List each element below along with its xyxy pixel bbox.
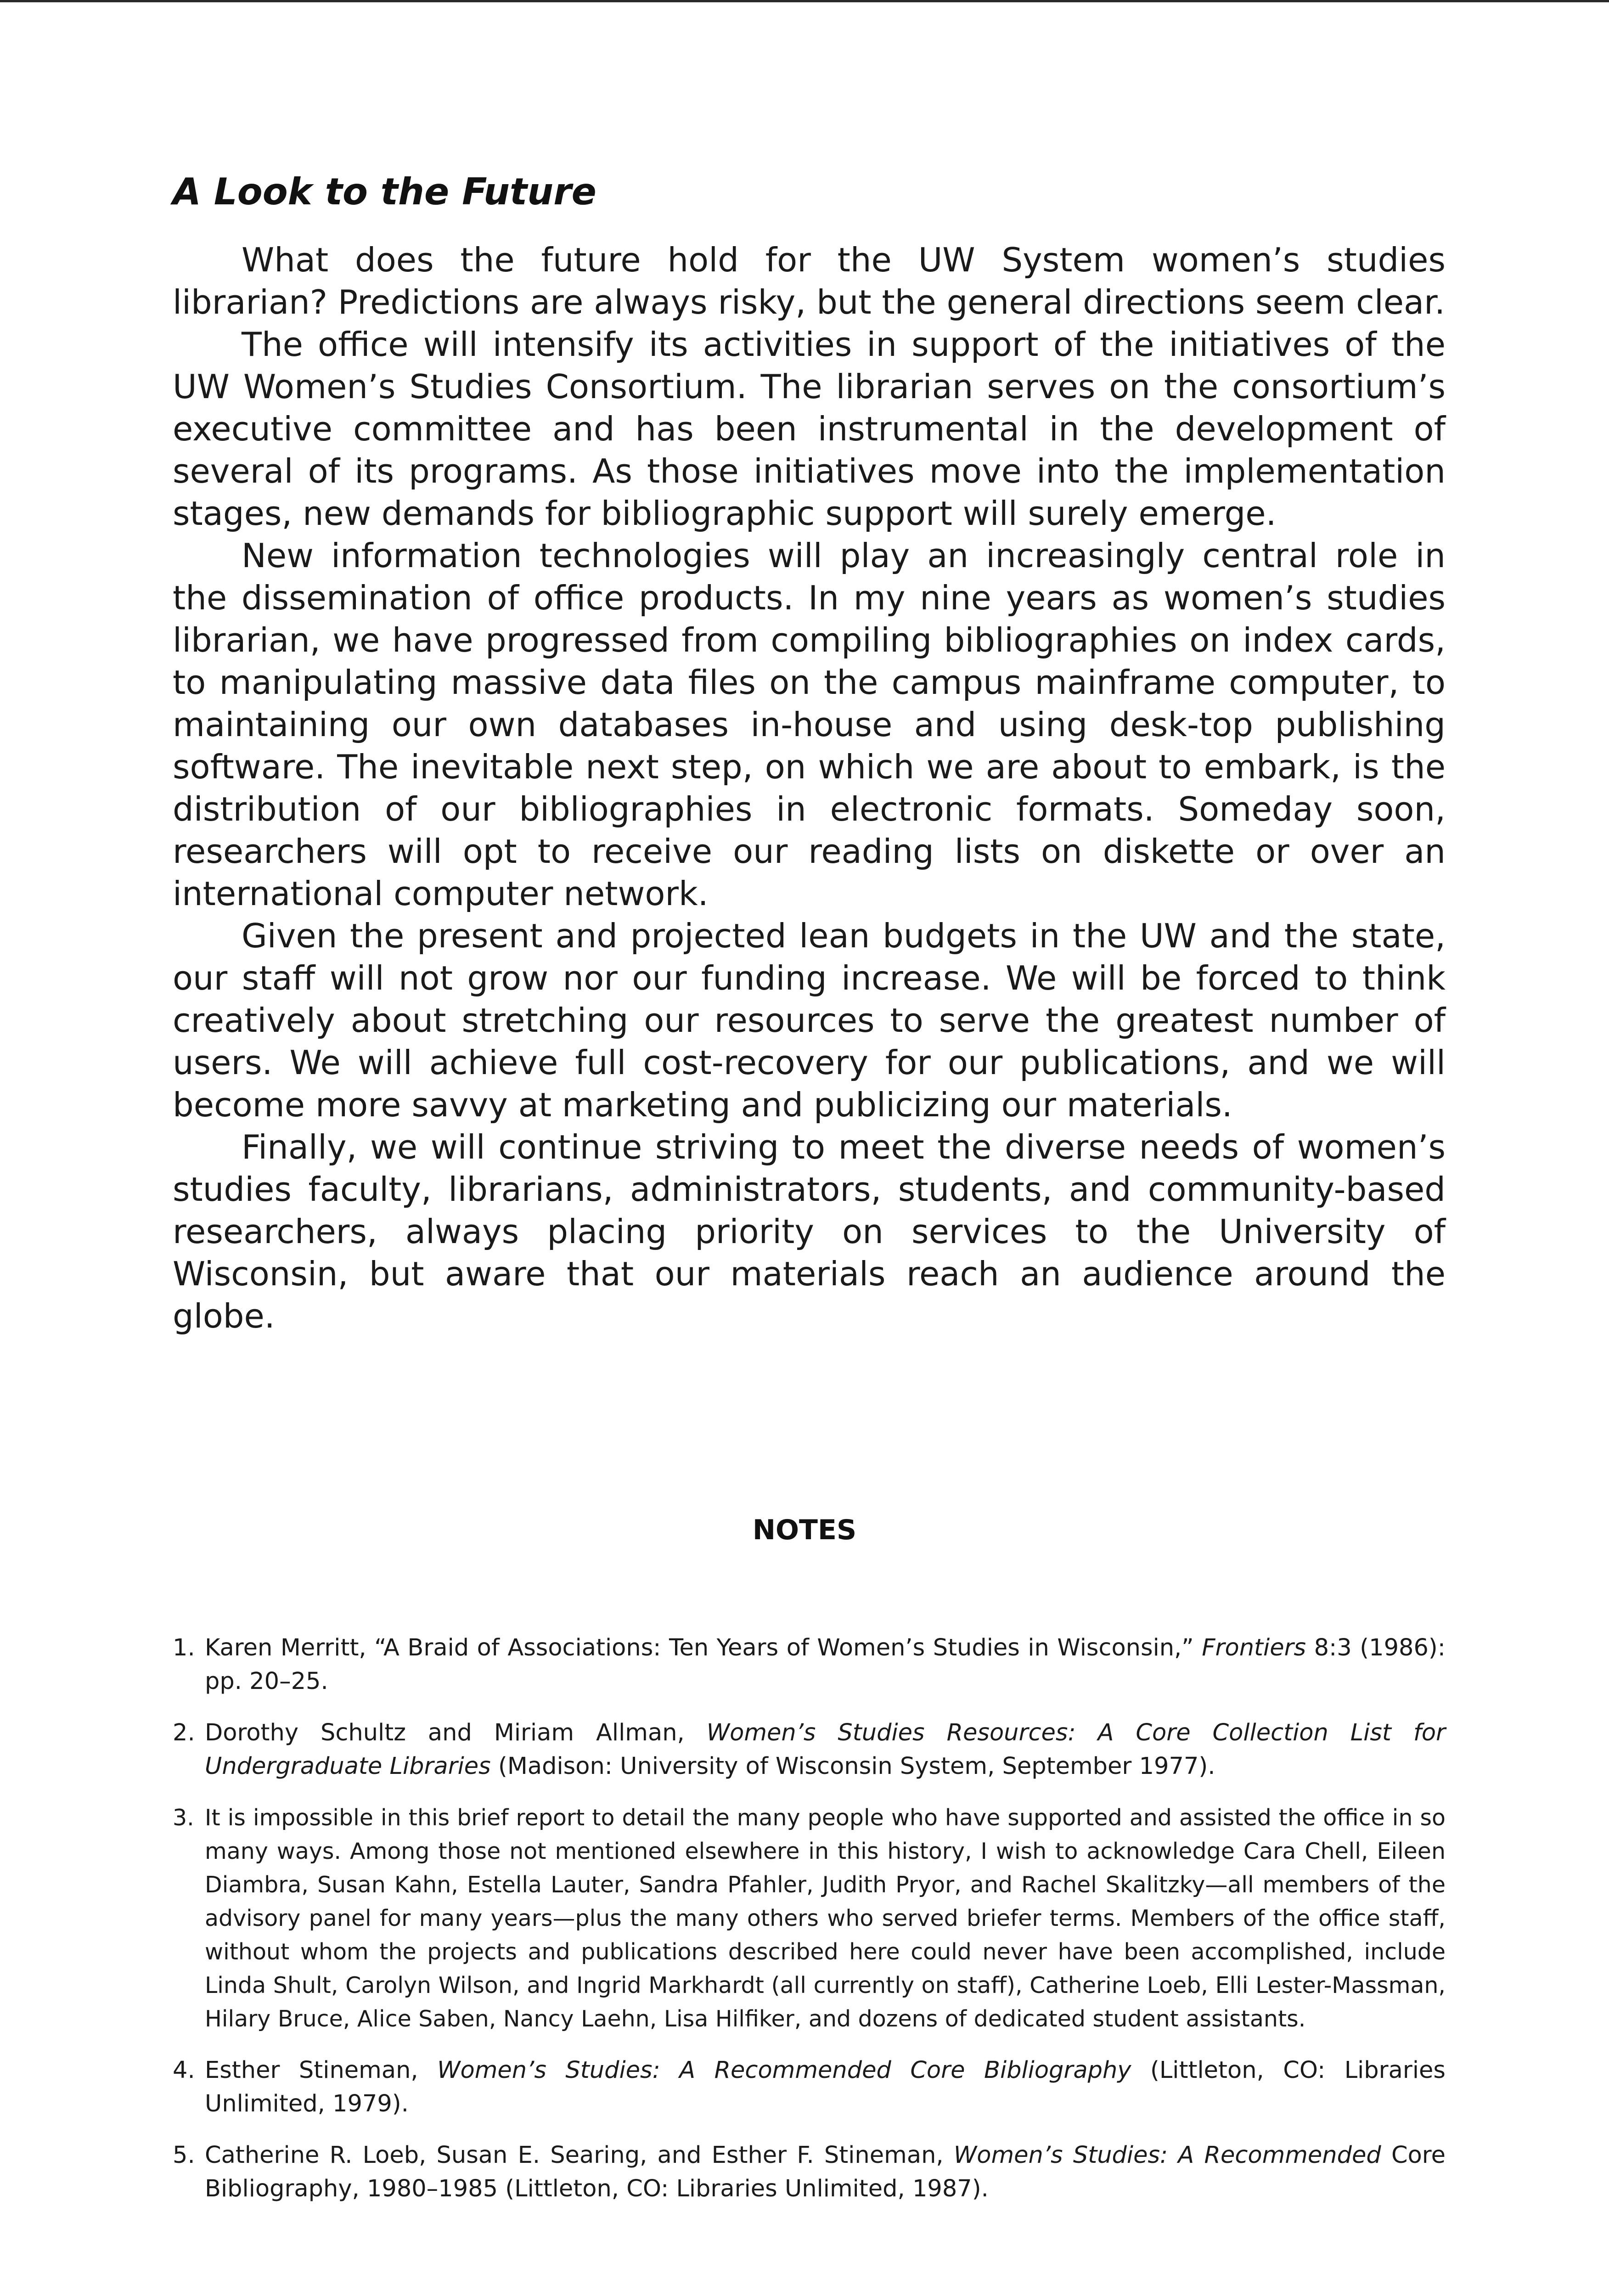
note-number: 2. — [173, 1719, 195, 1746]
note-text: 8:3 (1986): pp. 20–25. — [205, 1634, 1446, 1695]
note-item — [173, 2138, 1446, 2206]
note-text: Dorothy Schultz and Miriam Allman, — [205, 1719, 707, 1746]
note-item — [173, 1716, 1446, 1783]
note-title: Women’s Studies: A Recommended — [953, 2142, 1381, 2169]
note-text: (Littleton, CO: Libraries Unlimited, 1979). — [205, 2057, 1446, 2117]
note-text: (Madison: University of Wisconsin System, September 1977). — [490, 1753, 1215, 1780]
body-paragraph: New information technologies will play an increasingly central role in the dissemination of office products. In my nine years as women’s studies librarian, we have progressed from compiling bibliographies on index cards, to manipulating massive data files on the campus mainframe computer, to maintaining our own databases in-house and using desk-top publishing software. The inevitable next step, on which we are about to embark, is the distribution of our bibliographies in electronic formats. Someday soon, researchers will opt to receive our reading lists on diskette or over an international computer network. — [173, 536, 1446, 913]
body-paragraph: What does the future hold for the UW System women’s studies librarian? Predictions are always risky, but the general directions seem clear. — [173, 241, 1446, 321]
note-title: Frontiers — [1202, 1634, 1306, 1661]
note-text: Esther Stineman, — [205, 2057, 438, 2084]
body-paragraph: The office will intensify its activities in support of the initiatives of the UW Women’s Studies Consortium. The librarian serves on the consortium’s executive committee and has been instrumental in the development of several of its programs. As those initiatives move into the implementation stages, new demands for bibliographic support will surely emerge. — [173, 325, 1446, 533]
note-text: Core Bibliography, 1980–1985 (Littleton, CO: Libraries Unlimited, 1987). — [205, 2142, 1446, 2202]
note-item — [173, 1631, 1446, 1698]
notes-list — [173, 1631, 1446, 2223]
note-title: Women’s Studies Resources: A Core Collection List for Undergraduate Libraries — [205, 1719, 1446, 1780]
body-text — [173, 239, 1446, 1337]
section-heading: A Look to the Future — [173, 170, 596, 213]
body-paragraph: Finally, we will continue striving to meet the diverse needs of women’s studies faculty, librarians, administrators, students, and community-based researchers, always placing priority on services to the University of Wisconsin, but aware that our materials reach an audience around the globe. — [173, 1128, 1446, 1335]
note-number: 5. — [173, 2142, 195, 2169]
note-number: 4. — [173, 2057, 195, 2084]
top-rule — [0, 0, 1609, 2]
note-number: 1. — [173, 1634, 195, 1661]
note-number: 3. — [173, 1805, 194, 1831]
notes-heading: NOTES — [752, 1514, 857, 1546]
note-title: Women’s Studies: A Recommended Core Bibliography — [437, 2057, 1131, 2084]
note-text: Karen Merritt, “A Braid of Associations: Ten Years of Women’s Studies in Wisconsin,” — [205, 1634, 1202, 1661]
note-text: It is impossible in this brief report to detail the many people who have supported and assisted the office in so many ways. Among those not mentioned elsewhere in this history, I wish to acknowledge Cara Chell, Eileen Diambra, Susan Kahn, Estella Lauter, Sandra Pfahler, Judith Pryor, and Rachel Skalitzky—all members of the advisory panel for many years—plus the many others who served briefer terms. Members of the office staff, without whom the projects and publications described here could never have been accomplished, include Linda Shult, Carolyn Wilson, and Ingrid Markhardt (all currently on staff), Catherine Loeb, Elli Lester-Massman, Hilary Bruce, Alice Saben, Nancy Laehn, Lisa Hilfiker, and dozens of dedicated student assistants. — [205, 1805, 1446, 2032]
note-item — [173, 2054, 1446, 2121]
note-text: Catherine R. Loeb, Susan E. Searing, and Esther F. Stineman, — [205, 2142, 954, 2169]
body-paragraph: Given the present and projected lean budgets in the UW and the state, our staff will not grow nor our funding increase. We will be forced to think creatively about stretching our resources to serve the greatest number of users. We will achieve full cost-recovery for our publications, and we will become more savvy at marketing and publicizing our materials. — [173, 917, 1446, 1124]
note-item — [173, 1801, 1446, 2036]
